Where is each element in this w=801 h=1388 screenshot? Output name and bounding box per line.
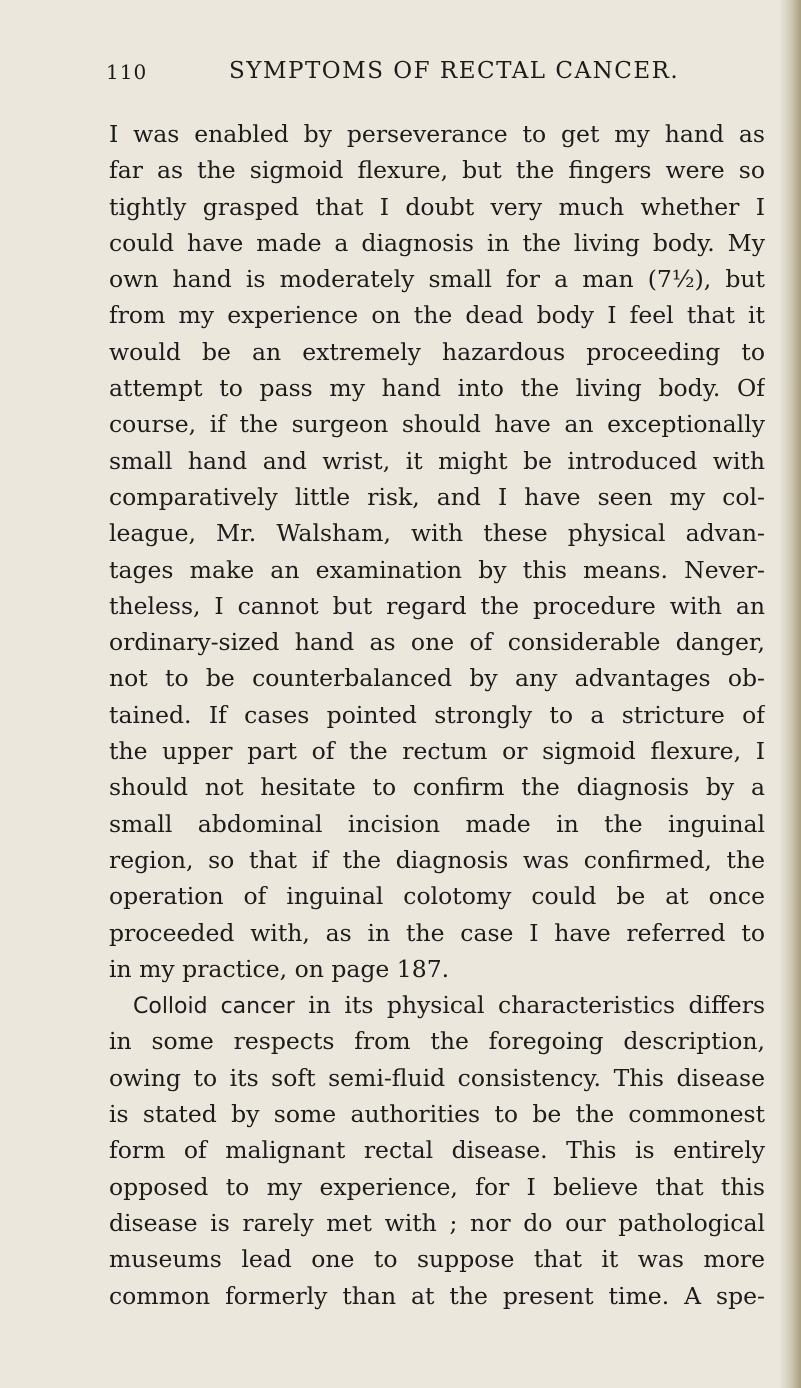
text-line: own hand is moderately small for a man (7½), but (109, 265, 765, 294)
text-line: could have made a diagnosis in the living body. My (109, 228, 765, 257)
text-line: region, so that if the diagnosis was confirmed, the (109, 845, 765, 874)
text-line: I was enabled by perseverance to get my hand as (109, 120, 765, 148)
text-line: proceeded with, as in the case I have referred to (109, 918, 765, 947)
text-line: would be an extremely hazardous proceeding to (109, 337, 765, 366)
text-line: small abdominal incision made in the inguinal (109, 809, 765, 838)
paragraph-2 (109, 987, 765, 1314)
text-line: league, Mr. Walsham, with these physical advan- (109, 519, 765, 548)
paragraph-1 (109, 116, 765, 987)
running-head: SYMPTOMS OF RECTAL CANCER. (229, 58, 680, 84)
page-number: 110 (106, 60, 148, 84)
text-line: in my practice, on page 187. (109, 954, 450, 983)
text-line: tightly grasped that I doubt very much whether I (109, 192, 765, 221)
text-line: tages make an examination by this means. Never- (109, 555, 765, 584)
text-line: in some respects from the foregoing description, (109, 1027, 765, 1056)
page-header (106, 58, 680, 88)
text-line: small hand and wrist, it might be introduced with (109, 446, 765, 475)
text-line: theless, I cannot but regard the procedure with an (109, 591, 765, 620)
text-line: opposed to my experience, for I believe that this (109, 1172, 765, 1201)
text-line: operation of inguinal colotomy could be at once (109, 882, 765, 911)
text-line: the upper part of the rectum or sigmoid flexure, I (109, 737, 765, 766)
page-edge-shadow (779, 0, 801, 1388)
text-line: common formerly than at the present time. A spe- (109, 1281, 765, 1310)
text-line: course, if the surgeon should have an exceptionally (109, 410, 765, 439)
text-line: far as the sigmoid flexure, but the fingers were so (109, 156, 765, 185)
paragraph-lead-term: Colloid cancer (133, 994, 295, 1020)
text-line (109, 987, 765, 1023)
text-line: not to be counterbalanced by any advantages ob- (109, 664, 765, 693)
text-line: is stated by some authorities to be the commonest (109, 1100, 765, 1129)
text-line: from my experience on the dead body I feel that it (109, 301, 765, 330)
text-line: attempt to pass my hand into the living body. Of (109, 374, 765, 403)
text-line: should not hesitate to confirm the diagnosis by a (109, 773, 765, 802)
text-line: tained. If cases pointed strongly to a stricture of (109, 700, 765, 729)
text-line: ordinary-sized hand as one of considerable danger, (109, 628, 765, 657)
text-line: comparatively little risk, and I have seen my col- (109, 482, 765, 511)
text-line: form of malignant rectal disease. This is entirely (109, 1136, 765, 1165)
body-text (109, 116, 765, 1314)
text-line: owing to its soft semi-fluid consistency. This disease (109, 1063, 765, 1092)
text-line: museums lead one to suppose that it was more (109, 1245, 765, 1274)
text-line-rest: in its physical characteristics differs (294, 991, 765, 1020)
text-line: disease is rarely met with ; nor do our pathological (109, 1208, 765, 1237)
